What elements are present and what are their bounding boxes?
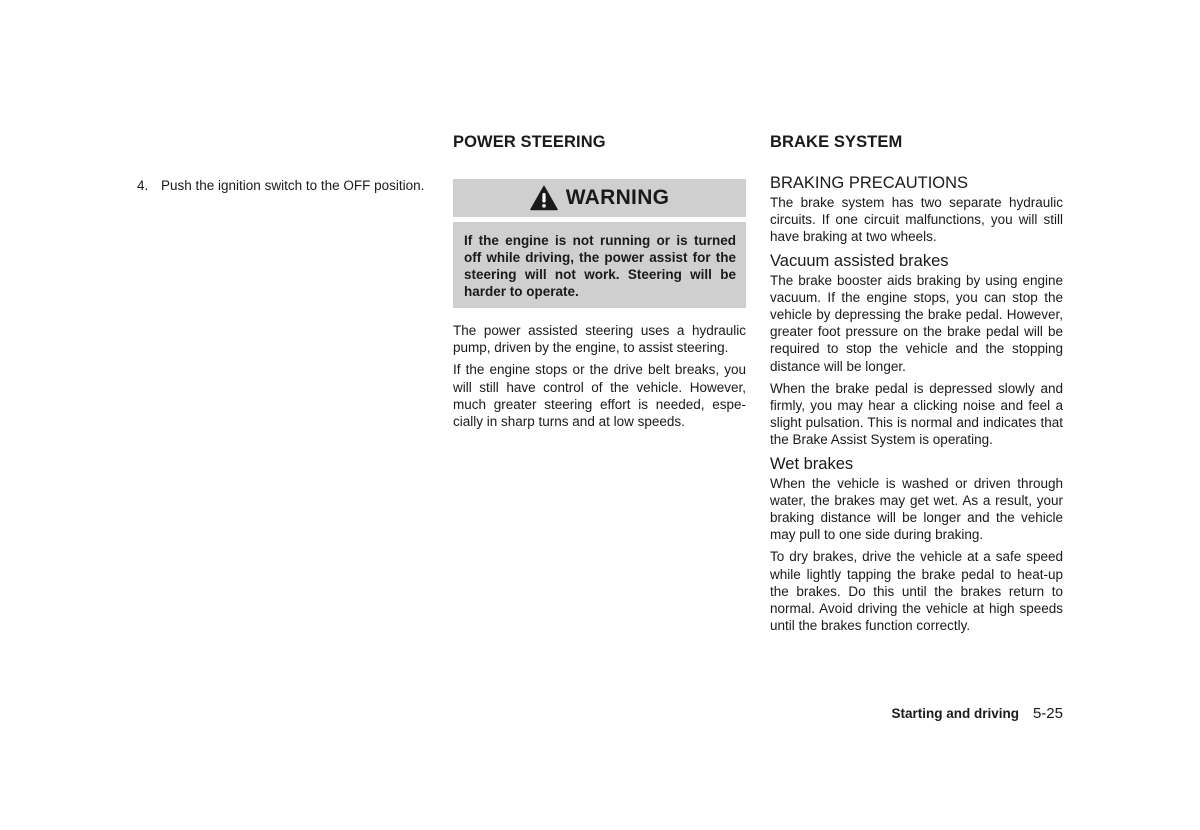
step-item-4 bbox=[137, 177, 424, 194]
power-steering-title: POWER STEERING bbox=[453, 133, 606, 151]
wet-brakes-heading: Wet brakes bbox=[770, 454, 854, 473]
vacuum-assisted-paragraph-1: The brake booster aids braking by using engine vacuum. If the engine stops, you can stop the vehicle by depressing the brake pedal. However, greater foot pressure on the brake pedal will be required to stop the vehicle and the stopping distance will be longer. bbox=[770, 272, 1063, 374]
warning-box bbox=[453, 179, 746, 308]
brake-system-title: BRAKE SYSTEM bbox=[770, 133, 903, 151]
wet-brakes-paragraph-1: When the vehicle is washed or driven through water, the brakes may get wet. As a result, your braking distance will be longer and the vehicle may pull to one side during braking. bbox=[770, 475, 1063, 543]
warning-header bbox=[453, 179, 746, 217]
page-number: 5-25 bbox=[1032, 705, 1063, 722]
footer-section-title: Starting and driving bbox=[891, 706, 1019, 721]
warning-triangle-icon bbox=[530, 185, 558, 211]
power-steering-paragraph-2: If the engine stops or the drive belt breaks, you will still have control of the vehicle. However, much greater steering effort is needed, espe-cially in sharp turns and at low speeds. bbox=[453, 362, 746, 430]
power-steering-body bbox=[453, 322, 746, 435]
page-footer bbox=[891, 705, 1063, 722]
warning-title: WARNING bbox=[565, 186, 670, 209]
vacuum-assisted-brakes-heading: Vacuum assisted brakes bbox=[770, 251, 949, 270]
step-text: Push the ignition switch to the OFF position. bbox=[161, 178, 425, 193]
wet-brakes-paragraph-2: To dry brakes, drive the vehicle at a safe speed while lightly tapping the brake pedal to heat-up the brakes. Do this until the brakes return to normal. Avoid driving the vehicle at high speeds until the brakes function correctly. bbox=[770, 549, 1063, 634]
warning-text: If the engine is not running or is turned off while driving, the power assist for the steering will not work. Steering will be harder to operate. bbox=[453, 222, 746, 308]
step-number: 4. bbox=[137, 178, 149, 193]
braking-precautions-text: The brake system has two separate hydraulic circuits. If one circuit malfunctions, you will still have braking at two wheels. bbox=[770, 195, 1063, 245]
power-steering-paragraph-1: The power assisted steering uses a hydraulic pump, driven by the engine, to assist steering. bbox=[453, 323, 746, 356]
vacuum-assisted-paragraph-2: When the brake pedal is depressed slowly and firmly, you may hear a clicking noise and feel a slight pulsation. This is normal and indicates that the Brake Assist System is operating. bbox=[770, 380, 1063, 448]
brake-system-body bbox=[770, 173, 1063, 639]
braking-precautions-heading: BRAKING PRECAUTIONS bbox=[770, 174, 969, 192]
